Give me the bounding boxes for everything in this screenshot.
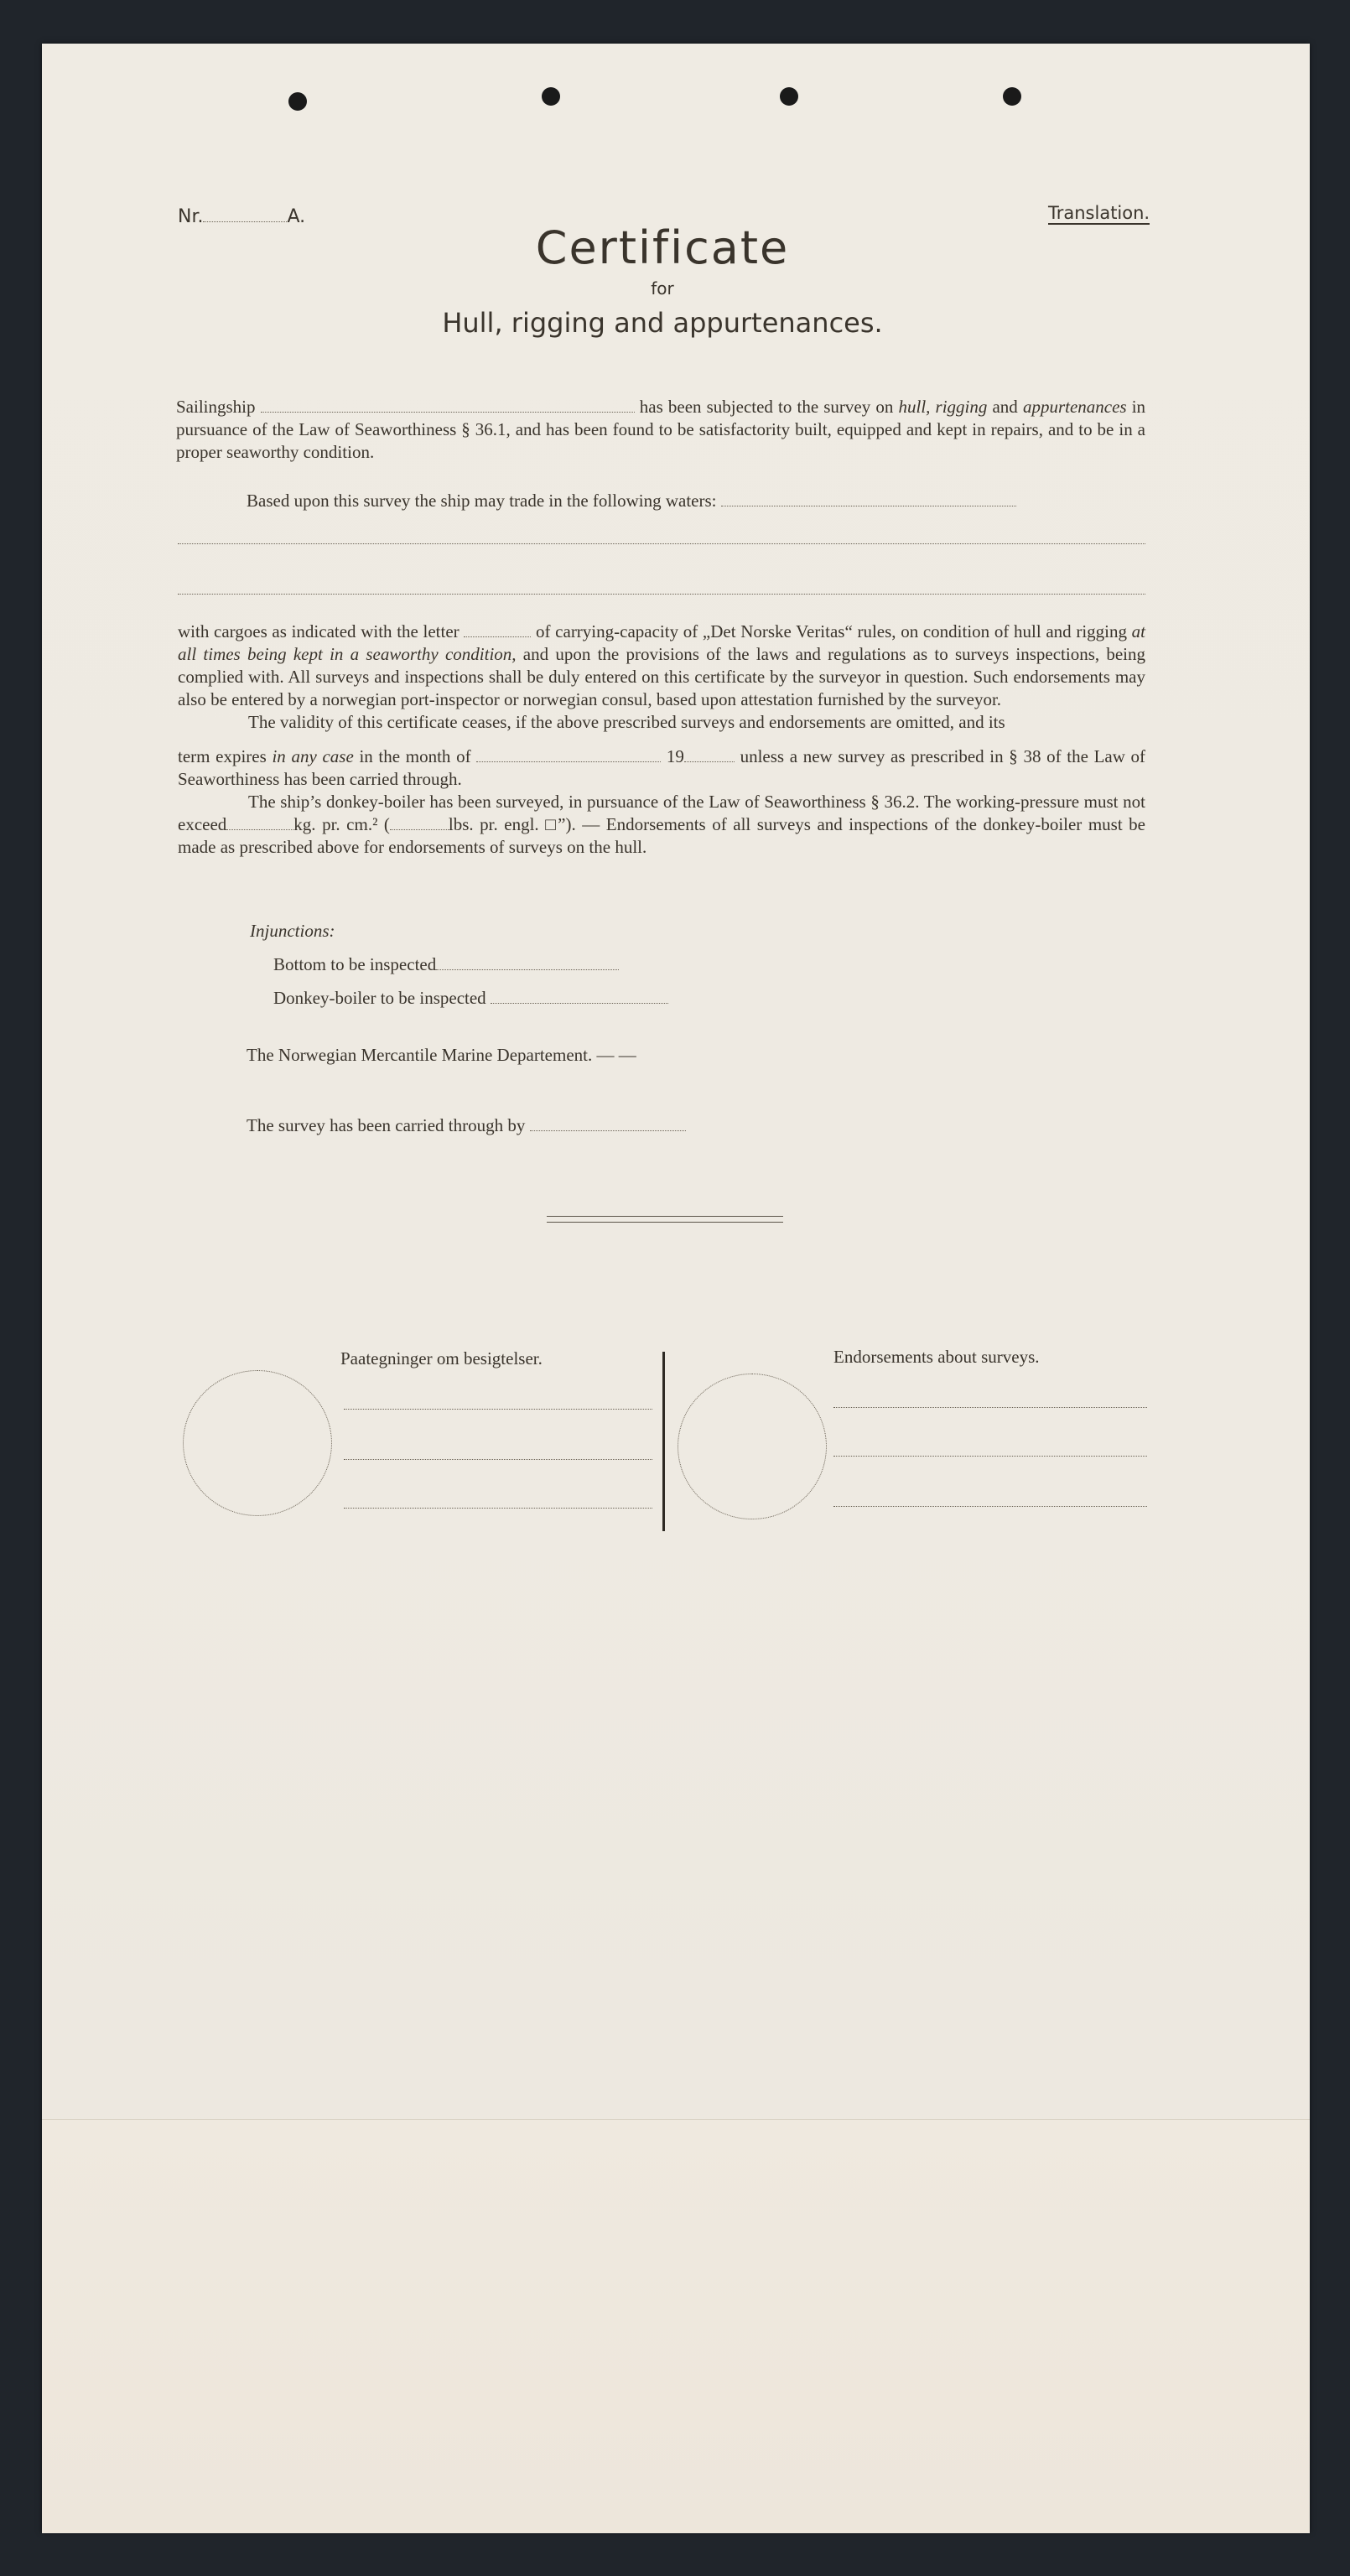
waters-blank-2 xyxy=(178,543,1145,544)
punch-hole-2 xyxy=(542,87,560,106)
endorse-left-line-2 xyxy=(344,1459,652,1460)
punch-hole-4 xyxy=(1003,87,1021,106)
seal-circle-left xyxy=(183,1370,332,1516)
nr-prefix: Nr. xyxy=(178,206,204,227)
endorse-left-line-3 xyxy=(344,1508,652,1509)
endorse-right-line-1 xyxy=(833,1407,1147,1408)
seal-circle-right xyxy=(678,1374,827,1519)
endorse-right-line-3 xyxy=(833,1506,1147,1507)
conditions-text: with cargoes as indicated with the letter of carrying-capacity of „Det Norske Veritas“ rules, on condition of hull and rigging at all times being kept in a seaworthy condition, and upon the provisions of the laws and regulations as to surveys inspections, being complied with. All surveys and inspections shall be duly entered on this certificate by the surveyor in question. Such endorsements may also be entered by a norwegian port-inspector or norwegian consul, based upon attestation furnished by the surveyor. The validity of this certificate ceases, if the above prescribed surveys and endorsements are omitted, and its term expires in any case in the month of 19 unless a new survey as prescribed in § 38 of the Law of Seaworthiness has been carried through. The ship’s donkey-boiler has been surveyed, in pursuance of the Law of Seaworthiness § 36.2. The working-pressure must not exceed kg. pr. cm.² ( lbs. pr. engl. □”). — Endorsements of all surveys and inspections of the donkey-boiler must be made as prescribed above for endorsements of surveys on the hull. xyxy=(178,621,1146,857)
injunction-donkey: Donkey-boiler to be inspected xyxy=(273,988,668,1009)
department-line: The Norwegian Mercantile Marine Departement. — — xyxy=(247,1045,636,1065)
title-for: for xyxy=(651,278,674,299)
pressure-lbs-blank xyxy=(390,828,449,830)
trading-waters: Based upon this survey the ship may trade in the following waters: xyxy=(247,490,1145,512)
page-subtitle: Hull, rigging and appurtenances. xyxy=(442,307,883,339)
letter-blank xyxy=(464,636,531,637)
nr-suffix: A. xyxy=(287,206,306,227)
page-title: Certificate xyxy=(535,221,790,274)
donkey-blank xyxy=(491,1002,668,1004)
waters-blank-1 xyxy=(721,505,1016,506)
endorse-right-line-2 xyxy=(833,1456,1147,1457)
endorsements-divider xyxy=(662,1352,665,1531)
year-blank xyxy=(684,761,735,762)
injunctions-heading: Injunctions: xyxy=(250,921,335,941)
paper-fold-lower xyxy=(42,2119,1310,2533)
punch-hole-3 xyxy=(780,87,798,106)
punch-hole-1 xyxy=(288,92,307,111)
endorsements-heading-right: Endorsements about surveys. xyxy=(833,1347,1040,1367)
ornament-divider xyxy=(547,1216,783,1223)
translation-label: Translation. xyxy=(1048,203,1150,223)
endorsements-heading-left: Paategninger om besigtelser. xyxy=(340,1348,543,1368)
month-blank xyxy=(476,761,661,762)
survey-statement: Sailingship has been subjected to the survey on hull, rigging and appurtenances in pursuance of the Law of Seaworthiness § 36.1, and has been found to be satisfactority built, equipped and kept in repairs, and to be in a proper seaworthy condition. xyxy=(176,397,1146,462)
injunction-bottom: Bottom to be inspected xyxy=(273,954,619,975)
endorse-left-line-1 xyxy=(344,1409,652,1410)
pressure-kg-blank xyxy=(226,828,293,830)
ship-name-blank xyxy=(261,411,635,413)
surveyor-blank xyxy=(530,1130,686,1131)
bottom-blank xyxy=(436,969,619,970)
waters-blank-3 xyxy=(178,594,1145,595)
survey-by-line: The survey has been carried through by xyxy=(247,1115,686,1136)
